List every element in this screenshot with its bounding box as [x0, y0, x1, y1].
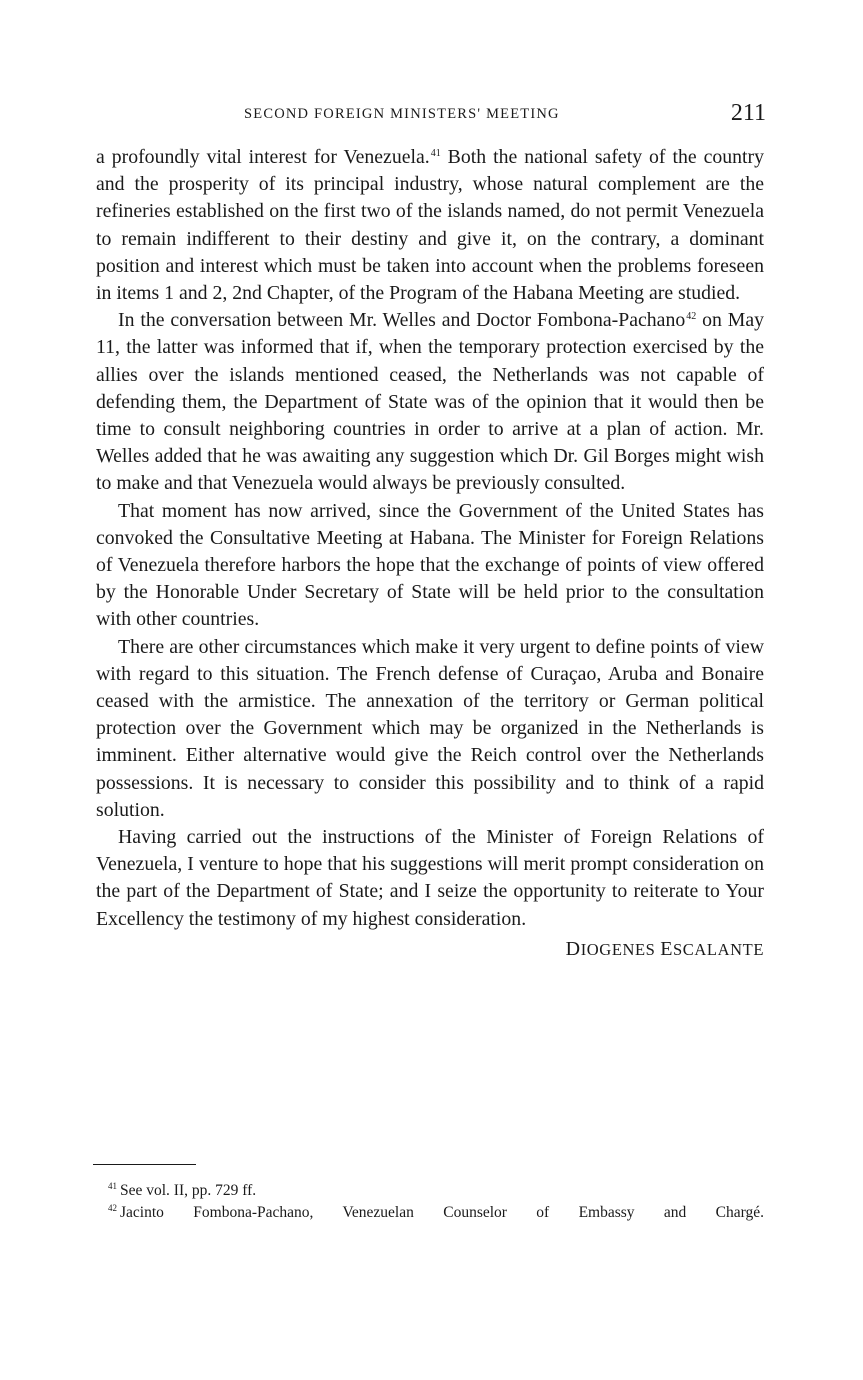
footnote-ref-42: 42: [686, 311, 697, 323]
footnote-text: Jacinto Fombona-Pachano, Venezuelan Counselor of Embassy and Chargé.: [120, 1204, 764, 1221]
footnote-mark: 41: [108, 1181, 117, 1191]
paragraph-text: There are other circumstances which make it very urgent to define points of view with regard to this situation. The French defense of Curaçao, Aruba and Bonaire ceased with the armistice. The annexation of the territory or German political protection over the Government which may be organized in the Netherlands is imminent. Either alternative would give the Reich control over the Netherlands possessions. It is necessary to consider this possibility and to think of a rapid solution.: [96, 635, 764, 821]
paragraph-text: In the conversation between Mr. Welles and Doctor Fombona-Pachano: [118, 309, 686, 332]
paragraph-text: on May 11, the latter was informed that if, when the temporary protection exercised by the allies over the islands mentioned ceased, the Netherlands was not capable of defending them, the Department of State was of the opinion that it would then be time to consult neighboring countries in order to arrive at a plan of action. Mr. Welles added that he was awaiting any suggestion which Dr. Gil Borges might wish to make and that Venezuela would always be previously consulted.: [96, 309, 764, 495]
footnote-ref-41: 41: [430, 148, 441, 159]
footnote-42: [108, 1202, 764, 1224]
footnote-mark: 42: [108, 1203, 117, 1213]
footnote-divider: [93, 1164, 196, 1165]
paragraph-4: [96, 634, 764, 824]
signature: DIOGENES ESCALANTE: [565, 937, 764, 960]
paragraph-3: [96, 498, 764, 634]
footnote-41: [108, 1180, 764, 1202]
paragraph-text: Having carried out the instructions of the Minister of Foreign Relations of Venezuela, I venture to hope that his suggestions will merit prompt consideration on the part of the Department of State; and I seize the opportunity to reiterate to Your Excellency the testimony of my highest consideration.: [96, 826, 764, 930]
page-number: 211: [730, 100, 766, 126]
paragraph-text: That moment has now arrived, since the Government of the United States has convoked the Consultative Meeting at Habana. The Minister for Foreign Relations of Venezuela therefore harbors the hope that the exchange of points of view offered by the Honorable Under Secretary of State will be held prior to the consultation with other countries.: [96, 499, 764, 631]
footnotes: [108, 1180, 764, 1224]
body-text: [96, 144, 764, 963]
paragraph-1: [96, 144, 764, 307]
paragraph-text: Both the national safety of the country and the prosperity of its principal industry, whose natural complement are the refineries established on the first two of the islands named, do not permit Venezuela to remain indifferent to their destiny and give it, on the contrary, a dominant position and interest which must be taken into account when the problems foreseen in items 1 and 2, 2nd Chapter, of the Program of the Habana Meeting are studied.: [96, 146, 764, 305]
paragraph-text: a profoundly vital interest for Venezuela.: [96, 146, 430, 168]
running-head: [96, 100, 766, 130]
running-title: SECOND FOREIGN MINISTERS' MEETING: [244, 106, 560, 122]
paragraph-5: [96, 824, 764, 933]
footnote-text: See vol. II, pp. 729 ff.: [120, 1182, 257, 1199]
paragraph-2: [96, 307, 764, 497]
